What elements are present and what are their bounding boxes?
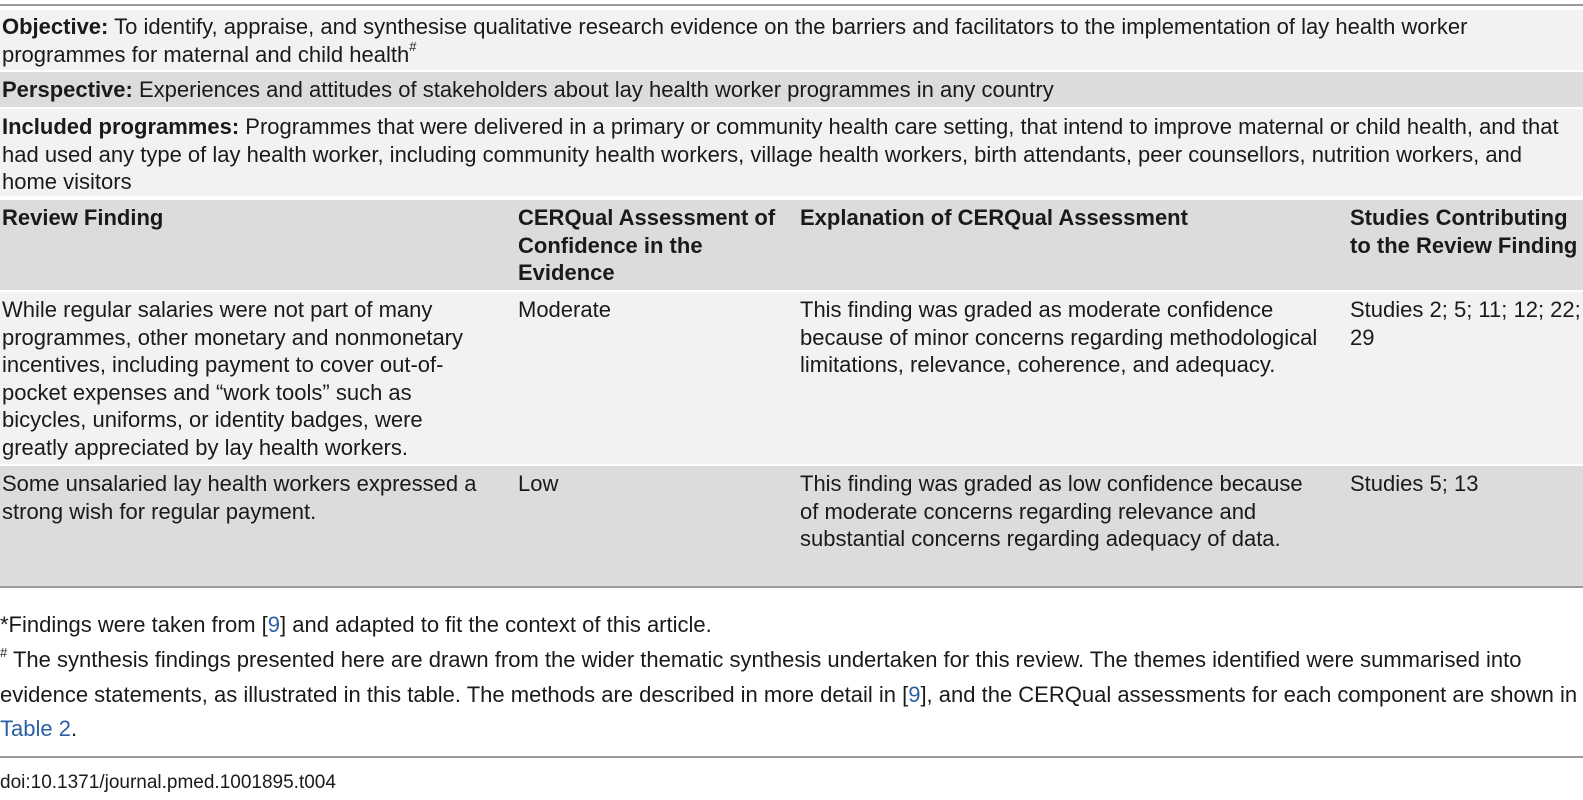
cell-studies: Studies 5; 13	[1350, 471, 1479, 496]
table-2-link[interactable]: Table 2	[0, 716, 71, 741]
perspective-text: Experiences and attitudes of stakeholders about lay health worker programmes in any country	[132, 77, 1054, 102]
cell-confidence: Moderate	[518, 297, 611, 322]
objective-footnote-mark: #	[409, 39, 417, 55]
cell-finding: Some unsalaried lay health workers expressed a strong wish for regular payment.	[2, 471, 477, 524]
objective-label: Objective:	[2, 14, 109, 39]
footer-rule	[0, 756, 1583, 758]
footnote2-text-before: The synthesis findings presented here are drawn from the wider thematic synthesis undertaken for this review. The themes identified were summarised into evidence statements, as illustrated in this table. The methods are described in more detail in [	[0, 647, 1522, 707]
perspective-band	[0, 72, 1583, 107]
header-cerqual-assessment: CERQual Assessment of Confidence in the Evidence	[518, 205, 776, 285]
footnote2-text-middle: ], and the CERQual assessments for each component are shown in	[920, 681, 1578, 707]
doi-text: doi:10.1371/journal.pmed.1001895.t004	[0, 772, 336, 793]
cell-confidence: Low	[518, 471, 559, 496]
perspective-label: Perspective:	[2, 77, 133, 102]
cell-explanation: This finding was graded as low confidence because of moderate concerns regarding relevance and substantial concerns regarding adequacy of data.	[800, 471, 1303, 551]
included-programmes-band	[0, 109, 1583, 196]
footnote2-mark: #	[0, 644, 8, 660]
objective-band	[0, 10, 1583, 70]
footnote-synthesis	[0, 643, 1583, 747]
cell-explanation: This finding was graded as moderate confidence because of minor concerns regarding methodological limitations, relevance, coherence, and adequacy.	[800, 297, 1318, 377]
table-row	[0, 292, 1583, 464]
footnote1-text-after: ] and adapted to fit the context of this article.	[280, 612, 712, 637]
footnote-findings	[0, 608, 1583, 643]
cell-studies: Studies 2; 5; 11; 12; 22; 29	[1350, 297, 1581, 350]
top-rule	[0, 4, 1583, 6]
header-review-finding: Review Finding	[2, 205, 164, 230]
header-explanation: Explanation of CERQual Assessment	[800, 205, 1188, 230]
cell-finding: While regular salaries were not part of many programmes, other monetary and nonmonetary incentives, including payment to cover out-of-pocket expenses and “work tools” such as bicycles, uniforms, or identity badges, were greatly appreciated by lay health workers.	[2, 297, 464, 460]
reference-link-9[interactable]: 9	[908, 681, 921, 707]
reference-link-9[interactable]: 9	[267, 612, 281, 637]
table-row	[0, 466, 1583, 586]
header-studies: Studies Contributing to the Review Finding	[1350, 205, 1578, 258]
table-header-row	[0, 200, 1583, 290]
table-bottom-rule	[0, 586, 1583, 588]
included-text: Programmes that were delivered in a primary or community health care setting, that intend to improve maternal or child health, and that had used any type of lay health worker, including community health workers, village health workers, birth attendants, peer counsellors, nutrition workers, and home visitors	[2, 114, 1559, 194]
footnote2-text-after: .	[70, 716, 78, 741]
included-label: Included programmes:	[2, 114, 240, 139]
objective-text: To identify, appraise, and synthesise qualitative research evidence on the barriers and facilitators to the implementation of lay health worker programmes for maternal and child health	[2, 14, 1468, 67]
footnote1-text-before: *Findings were taken from [	[0, 612, 268, 637]
